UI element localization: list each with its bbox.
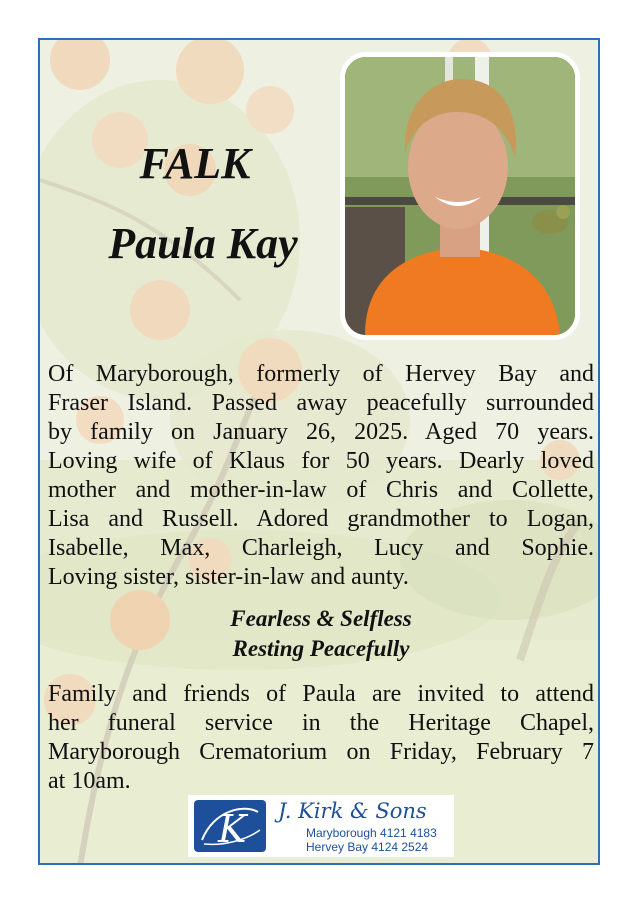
motto-line-2: Resting Peacefully	[232, 636, 410, 661]
service-line: Family and friends of Paula are invited to attend	[48, 681, 594, 707]
service-details	[48, 680, 594, 796]
funeral-home-name: J. Kirk & Sons	[278, 799, 427, 823]
service-line: at 10am.	[48, 768, 131, 794]
body-line: Loving wife of Klaus for 50 years. Dearly loved	[48, 448, 594, 474]
body-line: mother and mother-in-law of Chris and Collette,	[48, 477, 594, 503]
obituary-body	[48, 360, 594, 592]
given-names: Paula Kay	[108, 219, 298, 268]
k-monogram-icon	[194, 800, 266, 852]
funeral-home-logo	[188, 795, 454, 857]
body-line: Lisa and Russell. Adored grandmother to Logan,	[48, 506, 594, 532]
portrait-photo	[340, 52, 580, 340]
body-line: by family on January 26, 2025. Aged 70 years.	[48, 419, 594, 445]
body-line: Of Maryborough, formerly of Hervey Bay and	[48, 361, 594, 387]
service-line: her funeral service in the Heritage Chapel,	[48, 710, 594, 736]
surname: FALK	[139, 139, 251, 188]
service-line: Maryborough Crematorium on Friday, February 7	[48, 739, 594, 765]
body-line: Isabelle, Max, Charleigh, Lucy and Sophie.	[48, 535, 594, 561]
body-line: Loving sister, sister-in-law and aunty.	[48, 564, 409, 590]
motto-line-1: Fearless & Selfless	[230, 606, 412, 631]
monogram-swirl-icon	[194, 800, 266, 852]
phone-maryborough: Maryborough 4121 4183	[306, 826, 437, 840]
body-line: Fraser Island. Passed away peacefully surrounded	[48, 390, 594, 416]
notice-frame	[38, 38, 600, 865]
logo-letter: K	[218, 807, 247, 851]
phone-hervey-bay: Hervey Bay 4124 2524	[306, 840, 429, 854]
portrait-illustration	[345, 57, 575, 335]
